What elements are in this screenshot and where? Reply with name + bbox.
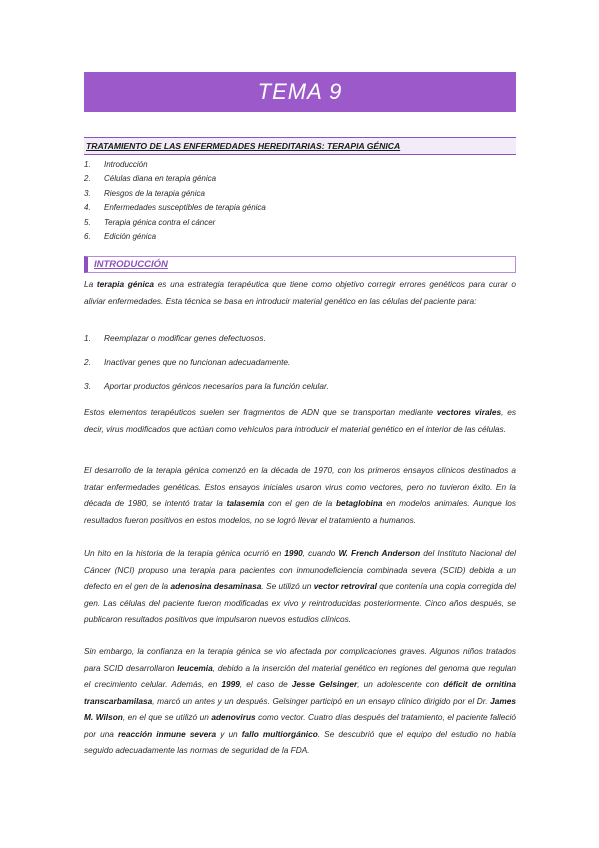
item-number: 4.: [84, 203, 91, 213]
item-label: Enfermedades susceptibles de terapia génica: [104, 203, 266, 213]
item-label: Edición génica: [104, 231, 157, 241]
list-item: [84, 230, 266, 244]
list-item: [84, 381, 329, 391]
item-label: Reemplazar o modificar genes defectuosos.: [104, 333, 266, 343]
item-number: 6.: [84, 231, 91, 241]
item-label: Terapia génica contra el cáncer: [104, 217, 216, 227]
item-number: 3.: [84, 188, 91, 198]
intro-heading: INTRODUCCIÓN: [84, 256, 516, 273]
list-item: [84, 333, 266, 343]
item-number: 3.: [84, 381, 91, 391]
list-item: [84, 187, 266, 201]
list-item: [84, 172, 266, 186]
paragraph-history: El desarrollo de la terapia génica comenzó en la década de 1970, con los primeros ensayos clínicos destinados a tratar enfermedades genéticas. Estos ensayos iniciales usaron virus como vectores, pero no tuvieron éxito. En la década de 1980, se intentó tratar la talasemia con el gen de la betaglobina en modelos animales. Aunque los resultados fueron positivos en estos modelos, no se logró llevar el tratamiento a humanos.: [84, 465, 516, 525]
section-heading: TRATAMIENTO DE LAS ENFERMEDADES HEREDITARIAS: TERAPIA GÉNICA: [84, 137, 516, 155]
paragraph-milestone: Un hito en la historia de la terapia génica ocurrió en 1990, cuando W. French Anderson del Instituto Nacional del Cáncer (NCI) propuso una terapia para pacientes con inmunodeficiencia combinada severa (SCID) debida a un defecto en el gen de la adenosina desaminasa. Se utilizó un vector retroviral que contenía una copia corregida del gen. Las células del paciente fueron modificadas ex vivo y reintroducidas posteriormente. Cinco años después, se publicaron resultados positivos que impulsaron nuevos estudios clínicos.: [84, 548, 516, 624]
item-label: Riesgos de la terapia génica: [104, 188, 205, 198]
item-label: Introducción: [104, 160, 148, 169]
paragraph-vectors: Estos elementos terapéuticos suelen ser fragmentos de ADN que se transportan mediante vectores virales, es decir, virus modificados que actúan como vehículos para introducir el material genético en el interior de las células.: [84, 407, 516, 434]
list-item: [84, 357, 290, 367]
item-number: 2.: [84, 357, 91, 367]
list-item: [84, 158, 266, 172]
item-number: 5.: [84, 217, 91, 227]
item-number: 2.: [84, 174, 91, 184]
item-number: 1.: [84, 160, 91, 169]
list-item: [84, 216, 266, 230]
page-title: TEMA 9: [84, 72, 516, 112]
list-item: [84, 201, 266, 215]
item-label: Aportar productos génicos necesarios para la función celular.: [104, 381, 329, 391]
paragraph-complications: Sin embargo, la confianza en la terapia génica se vio afectada por complicaciones graves. Algunos niños tratados para SCID desarrollaron leucemia, debido a la inserción del material genético en regiones del genoma que regulan el crecimiento celular. Además, en 1999, el caso de Jesse Gelsinger, un adolescente con déficit de ornitina transcarbamilasa, marcó un antes y un después. Gelsinger participó en un ensayo clínico dirigido por el Dr. James M. Wilson, en el que se utilizó un adenovirus como vector. Cuatro días después del tratamiento, el paciente falleció por una reacción inmune severa y un fallo multiorgánico. Se descubrió que el equipo del estudio no había seguido adecuadamente las normas de seguridad de la FDA.: [84, 646, 516, 755]
item-number: 1.: [84, 333, 91, 343]
table-of-contents: [84, 158, 266, 244]
item-label: Inactivar genes que no funcionan adecuadamente.: [104, 357, 291, 367]
item-label: Células diana en terapia génica: [104, 174, 217, 184]
paragraph-intro: La terapia génica es una estrategia terapéutica que tiene como objetivo corregir errores genéticos para curar o aliviar enfermedades. Esta técnica se basa en introducir material genético en las células del paciente para:: [84, 279, 516, 306]
